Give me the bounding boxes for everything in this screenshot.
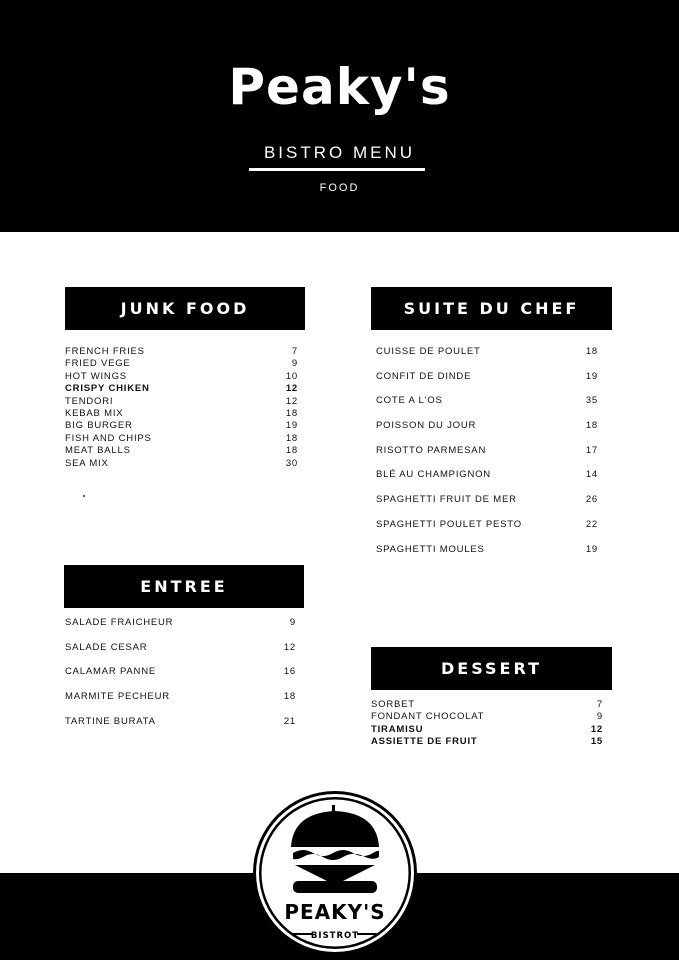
section-title: JUNK FOOD bbox=[120, 299, 250, 318]
section-title: SUITE DU CHEF bbox=[403, 299, 580, 318]
item-price: 9 bbox=[596, 711, 603, 723]
menu-item bbox=[65, 617, 296, 642]
item-price: 18 bbox=[285, 432, 298, 444]
menu-item bbox=[371, 699, 603, 711]
item-price: 19 bbox=[285, 420, 298, 432]
item-price: 7 bbox=[596, 699, 603, 710]
item-name: SPAGHETTI POULET PESTO bbox=[376, 518, 522, 530]
menu-item bbox=[376, 346, 598, 371]
menu-item bbox=[371, 711, 603, 723]
item-name: HOT WINGS bbox=[65, 370, 127, 382]
logo-badge bbox=[251, 789, 419, 957]
item-name: FRIED VEGE bbox=[65, 358, 131, 370]
menu-item bbox=[65, 445, 298, 457]
item-name: ASSIETTE DE FRUIT bbox=[371, 736, 478, 748]
item-name: FRENCH FRIES bbox=[65, 346, 145, 357]
item-name: COTE A L'OS bbox=[376, 395, 443, 407]
menu-item bbox=[376, 494, 598, 519]
item-name: POISSON DU JOUR bbox=[376, 420, 477, 432]
menu-list-entree bbox=[65, 617, 296, 740]
section-title: DESSERT bbox=[441, 659, 542, 678]
menu-item bbox=[65, 666, 296, 691]
menu-item bbox=[376, 395, 598, 420]
item-price: 9 bbox=[289, 617, 296, 628]
logo-wordmark: PEAKY'S bbox=[284, 900, 386, 924]
item-price: 14 bbox=[585, 469, 598, 481]
brand-title: Peaky's bbox=[228, 58, 451, 116]
item-price: 9 bbox=[291, 358, 298, 370]
item-price: 16 bbox=[283, 666, 296, 678]
header-divider bbox=[249, 168, 425, 171]
menu-item bbox=[65, 346, 298, 358]
item-name: BLÉ AU CHAMPIGNON bbox=[376, 469, 491, 481]
menu-item bbox=[376, 371, 598, 396]
item-name: TIRAMISU bbox=[371, 723, 424, 735]
item-price: 19 bbox=[585, 543, 598, 555]
item-name: MEAT BALLS bbox=[65, 445, 131, 457]
item-price: 15 bbox=[590, 736, 603, 748]
item-price: 18 bbox=[283, 691, 296, 703]
item-name: FISH AND CHIPS bbox=[65, 432, 152, 444]
item-price: 18 bbox=[585, 346, 598, 357]
item-name: BIG BURGER bbox=[65, 420, 133, 432]
item-price: 10 bbox=[285, 370, 298, 382]
item-name: KEBAB MIX bbox=[65, 407, 124, 419]
section-title: ENTREE bbox=[140, 577, 228, 596]
item-name: FONDANT CHOCOLAT bbox=[371, 711, 485, 723]
item-name: CUISSE DE POULET bbox=[376, 346, 481, 357]
menu-item bbox=[65, 371, 298, 383]
menu-item bbox=[65, 358, 298, 370]
item-price: 18 bbox=[285, 407, 298, 419]
menu-item bbox=[65, 716, 296, 741]
item-name: SORBET bbox=[371, 699, 415, 710]
menu-item bbox=[65, 642, 296, 667]
section-header-suite-du-chef bbox=[371, 287, 612, 330]
item-name: TARTINE BURATA bbox=[65, 715, 156, 727]
item-name: CONFIT DE DINDE bbox=[376, 370, 472, 382]
item-price: 35 bbox=[585, 395, 598, 407]
logo-sub: BISTROT bbox=[310, 931, 360, 941]
item-price: 22 bbox=[585, 518, 598, 530]
item-name: CALAMAR PANNE bbox=[65, 666, 156, 678]
item-price: 26 bbox=[585, 494, 598, 506]
menu-item bbox=[65, 408, 298, 420]
item-name: TENDORI bbox=[65, 395, 114, 407]
menu-tag: FOOD bbox=[319, 182, 360, 194]
item-price: 7 bbox=[291, 346, 298, 357]
menu-subtitle: BISTRO MENU bbox=[263, 143, 416, 162]
item-price: 18 bbox=[285, 445, 298, 457]
item-name: SALADE CESAR bbox=[65, 641, 148, 653]
item-price: 19 bbox=[585, 370, 598, 382]
section-header-entree bbox=[64, 565, 304, 608]
item-name: SPAGHETTI MOULES bbox=[376, 543, 485, 555]
item-price: 30 bbox=[285, 457, 298, 469]
menu-item bbox=[376, 445, 598, 470]
item-price: 21 bbox=[283, 715, 296, 727]
item-name: SPAGHETTI FRUIT DE MER bbox=[376, 494, 517, 506]
item-price: 12 bbox=[283, 641, 296, 653]
stray-dot bbox=[83, 495, 85, 497]
menu-item bbox=[376, 519, 598, 544]
menu-item bbox=[371, 736, 603, 748]
menu-item bbox=[371, 724, 603, 736]
menu-item bbox=[65, 383, 298, 395]
menu-item bbox=[65, 691, 296, 716]
item-name: MARMITE PECHEUR bbox=[65, 691, 170, 703]
section-header-dessert bbox=[371, 647, 612, 690]
header-band bbox=[0, 0, 679, 232]
menu-list-suite-du-chef bbox=[376, 346, 598, 568]
menu-item bbox=[65, 420, 298, 432]
item-price: 12 bbox=[285, 383, 298, 395]
item-price: 12 bbox=[285, 395, 298, 407]
item-price: 12 bbox=[590, 723, 603, 735]
item-name: RISOTTO PARMESAN bbox=[376, 444, 487, 456]
menu-item bbox=[376, 544, 598, 569]
item-name: SEA MIX bbox=[65, 457, 109, 469]
menu-item bbox=[376, 420, 598, 445]
menu-item bbox=[65, 458, 298, 470]
menu-list-junk-food bbox=[65, 346, 298, 470]
item-name: CRISPY CHIKEN bbox=[65, 383, 150, 395]
item-name: SALADE FRAICHEUR bbox=[65, 617, 174, 628]
menu-item bbox=[65, 433, 298, 445]
menu-item bbox=[376, 469, 598, 494]
item-price: 18 bbox=[585, 420, 598, 432]
section-header-junk-food bbox=[65, 287, 305, 330]
item-price: 17 bbox=[585, 444, 598, 456]
menu-item bbox=[65, 396, 298, 408]
menu-list-dessert bbox=[371, 699, 603, 749]
